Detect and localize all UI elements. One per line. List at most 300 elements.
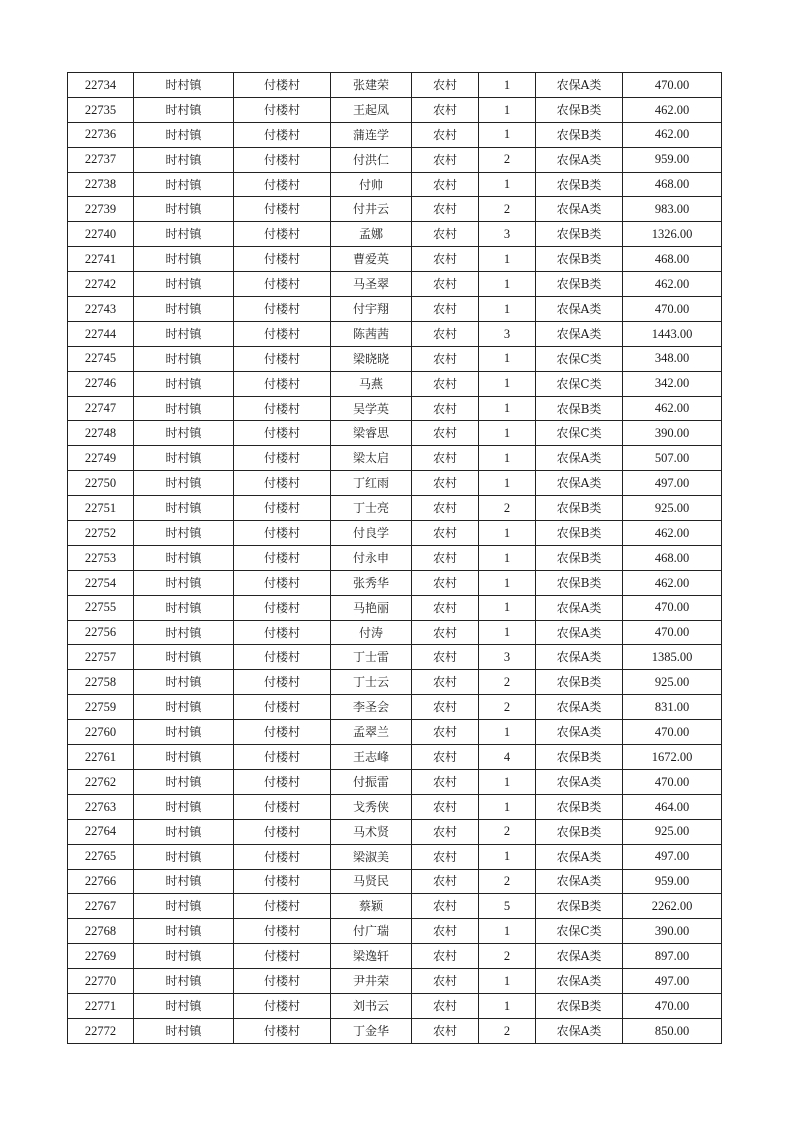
name-cell: 付涛 <box>331 620 412 645</box>
insurance-category-cell: 农保A类 <box>536 1018 623 1043</box>
table-row <box>68 595 722 620</box>
household-count-cell: 1 <box>479 919 536 944</box>
amount-cell: 1326.00 <box>623 222 722 247</box>
area-type-cell: 农村 <box>412 595 479 620</box>
name-cell: 梁淑美 <box>331 844 412 869</box>
township-cell: 时村镇 <box>134 496 234 521</box>
record-id-cell: 22747 <box>68 396 134 421</box>
area-type-cell: 农村 <box>412 371 479 396</box>
table-row <box>68 471 722 496</box>
record-id-cell: 22744 <box>68 321 134 346</box>
record-id-cell: 22763 <box>68 794 134 819</box>
name-cell: 梁晓晓 <box>331 346 412 371</box>
village-cell: 付楼村 <box>234 769 331 794</box>
township-cell: 时村镇 <box>134 769 234 794</box>
household-count-cell: 2 <box>479 869 536 894</box>
village-cell: 付楼村 <box>234 570 331 595</box>
area-type-cell: 农村 <box>412 222 479 247</box>
name-cell: 王志峰 <box>331 745 412 770</box>
amount-cell: 497.00 <box>623 844 722 869</box>
insurance-category-cell: 农保A类 <box>536 297 623 322</box>
area-type-cell: 农村 <box>412 97 479 122</box>
township-cell: 时村镇 <box>134 720 234 745</box>
record-id-cell: 22761 <box>68 745 134 770</box>
table-row <box>68 1018 722 1043</box>
area-type-cell: 农村 <box>412 545 479 570</box>
area-type-cell: 农村 <box>412 346 479 371</box>
amount-cell: 390.00 <box>623 919 722 944</box>
record-id-cell: 22734 <box>68 73 134 98</box>
township-cell: 时村镇 <box>134 844 234 869</box>
township-cell: 时村镇 <box>134 794 234 819</box>
township-cell: 时村镇 <box>134 73 234 98</box>
township-cell: 时村镇 <box>134 321 234 346</box>
insurance-category-cell: 农保A类 <box>536 197 623 222</box>
amount-cell: 850.00 <box>623 1018 722 1043</box>
name-cell: 吴学英 <box>331 396 412 421</box>
township-cell: 时村镇 <box>134 944 234 969</box>
name-cell: 孟娜 <box>331 222 412 247</box>
insurance-category-cell: 农保A类 <box>536 321 623 346</box>
insurance-category-cell: 农保A类 <box>536 471 623 496</box>
township-cell: 时村镇 <box>134 471 234 496</box>
household-count-cell: 1 <box>479 769 536 794</box>
record-id-cell: 22751 <box>68 496 134 521</box>
township-cell: 时村镇 <box>134 695 234 720</box>
household-count-cell: 4 <box>479 745 536 770</box>
township-cell: 时村镇 <box>134 396 234 421</box>
table-row <box>68 819 722 844</box>
insurance-category-cell: 农保A类 <box>536 944 623 969</box>
amount-cell: 925.00 <box>623 819 722 844</box>
table-row <box>68 695 722 720</box>
village-cell: 付楼村 <box>234 969 331 994</box>
township-cell: 时村镇 <box>134 272 234 297</box>
table-row <box>68 321 722 346</box>
insurance-category-cell: 农保A类 <box>536 446 623 471</box>
table-row <box>68 869 722 894</box>
table-row <box>68 844 722 869</box>
table-row <box>68 745 722 770</box>
village-cell: 付楼村 <box>234 421 331 446</box>
amount-cell: 470.00 <box>623 720 722 745</box>
insurance-category-cell: 农保B类 <box>536 570 623 595</box>
record-id-cell: 22759 <box>68 695 134 720</box>
record-id-cell: 22771 <box>68 993 134 1018</box>
record-id-cell: 22740 <box>68 222 134 247</box>
area-type-cell: 农村 <box>412 695 479 720</box>
name-cell: 马燕 <box>331 371 412 396</box>
record-id-cell: 22768 <box>68 919 134 944</box>
area-type-cell: 农村 <box>412 720 479 745</box>
name-cell: 付帅 <box>331 172 412 197</box>
insurance-category-cell: 农保B类 <box>536 97 623 122</box>
township-cell: 时村镇 <box>134 97 234 122</box>
township-cell: 时村镇 <box>134 819 234 844</box>
household-count-cell: 1 <box>479 97 536 122</box>
village-cell: 付楼村 <box>234 147 331 172</box>
area-type-cell: 农村 <box>412 1018 479 1043</box>
table-row <box>68 73 722 98</box>
table-row <box>68 944 722 969</box>
household-count-cell: 3 <box>479 222 536 247</box>
area-type-cell: 农村 <box>412 172 479 197</box>
village-cell: 付楼村 <box>234 670 331 695</box>
area-type-cell: 农村 <box>412 421 479 446</box>
name-cell: 张建荣 <box>331 73 412 98</box>
name-cell: 马艳丽 <box>331 595 412 620</box>
amount-cell: 470.00 <box>623 769 722 794</box>
area-type-cell: 农村 <box>412 73 479 98</box>
township-cell: 时村镇 <box>134 122 234 147</box>
village-cell: 付楼村 <box>234 844 331 869</box>
insurance-category-cell: 农保B类 <box>536 122 623 147</box>
table-row <box>68 769 722 794</box>
amount-cell: 470.00 <box>623 620 722 645</box>
village-cell: 付楼村 <box>234 794 331 819</box>
village-cell: 付楼村 <box>234 521 331 546</box>
insurance-category-cell: 农保B类 <box>536 172 623 197</box>
village-cell: 付楼村 <box>234 894 331 919</box>
record-id-cell: 22754 <box>68 570 134 595</box>
area-type-cell: 农村 <box>412 471 479 496</box>
table-row <box>68 894 722 919</box>
name-cell: 丁士雷 <box>331 645 412 670</box>
household-count-cell: 5 <box>479 894 536 919</box>
name-cell: 丁士亮 <box>331 496 412 521</box>
insurance-category-cell: 农保A类 <box>536 969 623 994</box>
amount-cell: 462.00 <box>623 122 722 147</box>
area-type-cell: 农村 <box>412 147 479 172</box>
village-cell: 付楼村 <box>234 247 331 272</box>
table-row <box>68 545 722 570</box>
household-count-cell: 1 <box>479 545 536 570</box>
amount-cell: 497.00 <box>623 969 722 994</box>
township-cell: 时村镇 <box>134 222 234 247</box>
household-count-cell: 1 <box>479 720 536 745</box>
table-row <box>68 993 722 1018</box>
table-row <box>68 346 722 371</box>
township-cell: 时村镇 <box>134 346 234 371</box>
household-count-cell: 1 <box>479 521 536 546</box>
area-type-cell: 农村 <box>412 446 479 471</box>
village-cell: 付楼村 <box>234 919 331 944</box>
insurance-category-cell: 农保B类 <box>536 396 623 421</box>
household-count-cell: 1 <box>479 122 536 147</box>
name-cell: 梁逸轩 <box>331 944 412 969</box>
village-cell: 付楼村 <box>234 595 331 620</box>
table-row <box>68 969 722 994</box>
amount-cell: 470.00 <box>623 993 722 1018</box>
name-cell: 付广瑞 <box>331 919 412 944</box>
household-count-cell: 1 <box>479 421 536 446</box>
area-type-cell: 农村 <box>412 122 479 147</box>
household-count-cell: 1 <box>479 396 536 421</box>
amount-cell: 1672.00 <box>623 745 722 770</box>
insurance-category-cell: 农保B类 <box>536 247 623 272</box>
amount-cell: 462.00 <box>623 97 722 122</box>
amount-cell: 342.00 <box>623 371 722 396</box>
insurance-category-cell: 农保B类 <box>536 819 623 844</box>
record-id-cell: 22758 <box>68 670 134 695</box>
area-type-cell: 农村 <box>412 969 479 994</box>
village-cell: 付楼村 <box>234 745 331 770</box>
area-type-cell: 农村 <box>412 620 479 645</box>
township-cell: 时村镇 <box>134 570 234 595</box>
amount-cell: 983.00 <box>623 197 722 222</box>
household-count-cell: 1 <box>479 595 536 620</box>
insurance-category-cell: 农保B类 <box>536 745 623 770</box>
name-cell: 曹爱英 <box>331 247 412 272</box>
name-cell: 马术贤 <box>331 819 412 844</box>
township-cell: 时村镇 <box>134 670 234 695</box>
township-cell: 时村镇 <box>134 993 234 1018</box>
record-id-cell: 22757 <box>68 645 134 670</box>
village-cell: 付楼村 <box>234 695 331 720</box>
township-cell: 时村镇 <box>134 894 234 919</box>
area-type-cell: 农村 <box>412 769 479 794</box>
record-id-cell: 22770 <box>68 969 134 994</box>
insurance-category-cell: 农保A类 <box>536 720 623 745</box>
township-cell: 时村镇 <box>134 745 234 770</box>
records-table <box>67 72 722 1044</box>
amount-cell: 468.00 <box>623 545 722 570</box>
table-row <box>68 496 722 521</box>
township-cell: 时村镇 <box>134 620 234 645</box>
name-cell: 蔡颖 <box>331 894 412 919</box>
record-id-cell: 22750 <box>68 471 134 496</box>
amount-cell: 462.00 <box>623 396 722 421</box>
village-cell: 付楼村 <box>234 272 331 297</box>
amount-cell: 925.00 <box>623 496 722 521</box>
amount-cell: 468.00 <box>623 172 722 197</box>
township-cell: 时村镇 <box>134 595 234 620</box>
area-type-cell: 农村 <box>412 919 479 944</box>
table-row <box>68 97 722 122</box>
name-cell: 付洪仁 <box>331 147 412 172</box>
table-row <box>68 720 722 745</box>
insurance-category-cell: 农保B类 <box>536 496 623 521</box>
insurance-category-cell: 农保B类 <box>536 545 623 570</box>
table-row <box>68 620 722 645</box>
insurance-category-cell: 农保A类 <box>536 620 623 645</box>
name-cell: 陈茜茜 <box>331 321 412 346</box>
village-cell: 付楼村 <box>234 73 331 98</box>
amount-cell: 507.00 <box>623 446 722 471</box>
name-cell: 付井云 <box>331 197 412 222</box>
record-id-cell: 22772 <box>68 1018 134 1043</box>
household-count-cell: 1 <box>479 73 536 98</box>
amount-cell: 925.00 <box>623 670 722 695</box>
area-type-cell: 农村 <box>412 247 479 272</box>
amount-cell: 390.00 <box>623 421 722 446</box>
table-row <box>68 521 722 546</box>
area-type-cell: 农村 <box>412 844 479 869</box>
table-row <box>68 670 722 695</box>
village-cell: 付楼村 <box>234 197 331 222</box>
household-count-cell: 2 <box>479 695 536 720</box>
village-cell: 付楼村 <box>234 545 331 570</box>
record-id-cell: 22748 <box>68 421 134 446</box>
name-cell: 梁太启 <box>331 446 412 471</box>
household-count-cell: 1 <box>479 172 536 197</box>
village-cell: 付楼村 <box>234 993 331 1018</box>
area-type-cell: 农村 <box>412 869 479 894</box>
insurance-category-cell: 农保A类 <box>536 73 623 98</box>
insurance-category-cell: 农保A类 <box>536 595 623 620</box>
township-cell: 时村镇 <box>134 297 234 322</box>
village-cell: 付楼村 <box>234 446 331 471</box>
amount-cell: 462.00 <box>623 521 722 546</box>
name-cell: 付永申 <box>331 545 412 570</box>
name-cell: 付良学 <box>331 521 412 546</box>
village-cell: 付楼村 <box>234 620 331 645</box>
area-type-cell: 农村 <box>412 745 479 770</box>
amount-cell: 464.00 <box>623 794 722 819</box>
record-id-cell: 22746 <box>68 371 134 396</box>
area-type-cell: 农村 <box>412 197 479 222</box>
table-row <box>68 645 722 670</box>
household-count-cell: 2 <box>479 819 536 844</box>
insurance-category-cell: 农保A类 <box>536 869 623 894</box>
township-cell: 时村镇 <box>134 197 234 222</box>
record-id-cell: 22756 <box>68 620 134 645</box>
insurance-category-cell: 农保C类 <box>536 421 623 446</box>
name-cell: 丁红雨 <box>331 471 412 496</box>
village-cell: 付楼村 <box>234 645 331 670</box>
name-cell: 丁金华 <box>331 1018 412 1043</box>
table-row <box>68 172 722 197</box>
record-id-cell: 22738 <box>68 172 134 197</box>
amount-cell: 468.00 <box>623 247 722 272</box>
area-type-cell: 农村 <box>412 670 479 695</box>
household-count-cell: 1 <box>479 570 536 595</box>
area-type-cell: 农村 <box>412 570 479 595</box>
village-cell: 付楼村 <box>234 471 331 496</box>
household-count-cell: 1 <box>479 297 536 322</box>
name-cell: 刘书云 <box>331 993 412 1018</box>
area-type-cell: 农村 <box>412 645 479 670</box>
household-count-cell: 2 <box>479 147 536 172</box>
record-id-cell: 22764 <box>68 819 134 844</box>
village-cell: 付楼村 <box>234 396 331 421</box>
township-cell: 时村镇 <box>134 446 234 471</box>
table-body <box>68 73 722 1044</box>
insurance-category-cell: 农保C类 <box>536 919 623 944</box>
record-id-cell: 22739 <box>68 197 134 222</box>
insurance-category-cell: 农保B类 <box>536 521 623 546</box>
table-row <box>68 396 722 421</box>
record-id-cell: 22755 <box>68 595 134 620</box>
township-cell: 时村镇 <box>134 1018 234 1043</box>
household-count-cell: 1 <box>479 844 536 869</box>
table-row <box>68 794 722 819</box>
amount-cell: 959.00 <box>623 869 722 894</box>
insurance-category-cell: 农保B类 <box>536 272 623 297</box>
insurance-category-cell: 农保A类 <box>536 695 623 720</box>
area-type-cell: 农村 <box>412 894 479 919</box>
township-cell: 时村镇 <box>134 645 234 670</box>
amount-cell: 1443.00 <box>623 321 722 346</box>
name-cell: 孟翠兰 <box>331 720 412 745</box>
table-row <box>68 122 722 147</box>
record-id-cell: 22753 <box>68 545 134 570</box>
village-cell: 付楼村 <box>234 371 331 396</box>
village-cell: 付楼村 <box>234 1018 331 1043</box>
household-count-cell: 3 <box>479 645 536 670</box>
record-id-cell: 22762 <box>68 769 134 794</box>
table-row <box>68 421 722 446</box>
household-count-cell: 2 <box>479 670 536 695</box>
record-id-cell: 22735 <box>68 97 134 122</box>
area-type-cell: 农村 <box>412 521 479 546</box>
household-count-cell: 3 <box>479 321 536 346</box>
name-cell: 蒲连学 <box>331 122 412 147</box>
name-cell: 张秀华 <box>331 570 412 595</box>
township-cell: 时村镇 <box>134 969 234 994</box>
village-cell: 付楼村 <box>234 222 331 247</box>
record-id-cell: 22760 <box>68 720 134 745</box>
household-count-cell: 1 <box>479 371 536 396</box>
township-cell: 时村镇 <box>134 545 234 570</box>
township-cell: 时村镇 <box>134 371 234 396</box>
household-count-cell: 1 <box>479 620 536 645</box>
township-cell: 时村镇 <box>134 521 234 546</box>
township-cell: 时村镇 <box>134 247 234 272</box>
amount-cell: 470.00 <box>623 73 722 98</box>
area-type-cell: 农村 <box>412 297 479 322</box>
record-id-cell: 22766 <box>68 869 134 894</box>
area-type-cell: 农村 <box>412 396 479 421</box>
table-row <box>68 197 722 222</box>
village-cell: 付楼村 <box>234 869 331 894</box>
household-count-cell: 2 <box>479 197 536 222</box>
household-count-cell: 1 <box>479 272 536 297</box>
insurance-category-cell: 农保A类 <box>536 844 623 869</box>
record-id-cell: 22743 <box>68 297 134 322</box>
amount-cell: 348.00 <box>623 346 722 371</box>
table-row <box>68 147 722 172</box>
household-count-cell: 2 <box>479 944 536 969</box>
record-id-cell: 22745 <box>68 346 134 371</box>
village-cell: 付楼村 <box>234 944 331 969</box>
area-type-cell: 农村 <box>412 794 479 819</box>
record-id-cell: 22749 <box>68 446 134 471</box>
village-cell: 付楼村 <box>234 97 331 122</box>
household-count-cell: 1 <box>479 346 536 371</box>
name-cell: 丁士云 <box>331 670 412 695</box>
village-cell: 付楼村 <box>234 172 331 197</box>
table-row <box>68 247 722 272</box>
household-count-cell: 1 <box>479 446 536 471</box>
name-cell: 王起凤 <box>331 97 412 122</box>
insurance-category-cell: 农保A类 <box>536 769 623 794</box>
amount-cell: 1385.00 <box>623 645 722 670</box>
area-type-cell: 农村 <box>412 993 479 1018</box>
household-count-cell: 1 <box>479 969 536 994</box>
village-cell: 付楼村 <box>234 720 331 745</box>
name-cell: 梁睿思 <box>331 421 412 446</box>
village-cell: 付楼村 <box>234 819 331 844</box>
record-id-cell: 22769 <box>68 944 134 969</box>
township-cell: 时村镇 <box>134 421 234 446</box>
area-type-cell: 农村 <box>412 321 479 346</box>
table-row <box>68 222 722 247</box>
name-cell: 戈秀侠 <box>331 794 412 819</box>
village-cell: 付楼村 <box>234 346 331 371</box>
amount-cell: 470.00 <box>623 297 722 322</box>
village-cell: 付楼村 <box>234 321 331 346</box>
